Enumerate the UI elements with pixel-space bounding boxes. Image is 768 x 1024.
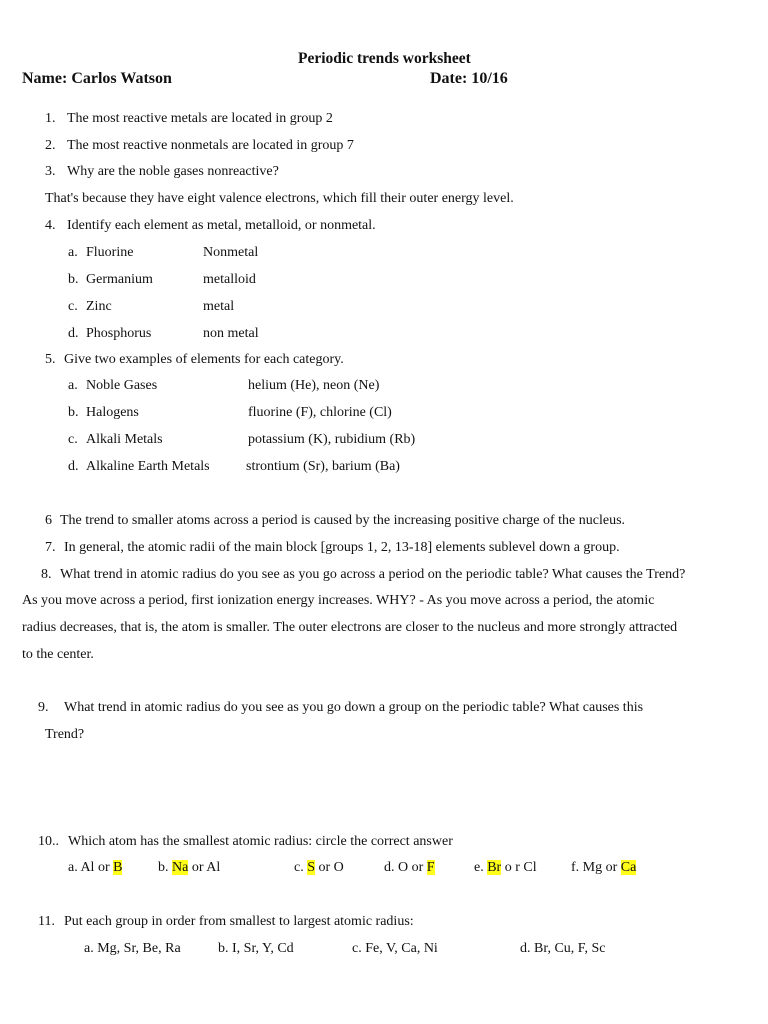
question-text: The trend to smaller atoms across a period is caused by the increasing positive charge of the nucleus. bbox=[60, 513, 626, 528]
question-text: Give two examples of elements for each category. bbox=[64, 352, 344, 367]
student-name: Name: Carlos Watson bbox=[22, 70, 172, 87]
choice-text: f. Mg or bbox=[571, 860, 621, 875]
question-text: The most reactive metals are located in group 2 bbox=[67, 111, 333, 126]
question-number: 5. bbox=[45, 352, 56, 367]
choice-text: or O bbox=[315, 860, 344, 875]
date-label: Date: 10/16 bbox=[430, 70, 508, 87]
highlighted-answer: S bbox=[307, 860, 316, 875]
highlighted-answer: B bbox=[113, 860, 123, 875]
item-letter: c. bbox=[68, 432, 78, 447]
category-name: Alkaline Earth Metals bbox=[86, 459, 210, 474]
choice-b bbox=[158, 860, 220, 876]
answer-text: radius decreases, that is, the atom is smaller. The outer electrons are closer to the nucleus and more strongly attracted bbox=[22, 620, 678, 635]
answer-text: As you move across a period, first ionization energy increases. WHY? - As you move across a period, the atomic bbox=[22, 593, 655, 608]
choice-text: d. O or bbox=[384, 860, 427, 875]
category-name: Halogens bbox=[86, 405, 139, 420]
answer-text: potassium (K), rubidium (Rb) bbox=[248, 432, 416, 447]
question-number: 4. bbox=[45, 218, 56, 233]
choice-a bbox=[68, 860, 122, 876]
choice-text: or Al bbox=[188, 860, 221, 875]
choice-text: o r Cl bbox=[501, 860, 537, 875]
question-text: Put each group in order from smallest to largest atomic radius: bbox=[64, 914, 414, 929]
item-letter: b. bbox=[68, 272, 79, 287]
answer-text: non metal bbox=[203, 326, 259, 341]
question-number: 10.. bbox=[38, 834, 59, 849]
question-number: 7. bbox=[45, 540, 56, 555]
question-number: 6 bbox=[45, 513, 52, 528]
question-text: The most reactive nonmetals are located in group 7 bbox=[67, 138, 354, 153]
answer-text: metal bbox=[203, 299, 235, 314]
category-name: Noble Gases bbox=[86, 378, 158, 393]
question-text: What trend in atomic radius do you see as you go across a period on the periodic table? What causes the Trend? bbox=[60, 567, 686, 582]
question-number: 11. bbox=[38, 914, 55, 929]
choice-text: b. bbox=[158, 860, 172, 875]
question-text: Why are the noble gases nonreactive? bbox=[67, 164, 279, 179]
question-text: Identify each element as metal, metalloid, or nonmetal. bbox=[67, 218, 376, 233]
answer-text: helium (He), neon (Ne) bbox=[248, 378, 380, 393]
choice-b: b. I, Sr, Y, Cd bbox=[218, 941, 294, 956]
question-text: In general, the atomic radii of the main block [groups 1, 2, 13-18] elements sublevel down a group. bbox=[64, 540, 620, 555]
item-letter: d. bbox=[68, 326, 79, 341]
element-name: Fluorine bbox=[86, 245, 134, 260]
answer-text: to the center. bbox=[22, 647, 94, 662]
question-number: 1. bbox=[45, 111, 56, 126]
choice-text: c. bbox=[294, 860, 308, 875]
question-number: 8. bbox=[41, 567, 52, 582]
item-letter: b. bbox=[68, 405, 79, 420]
element-name: Germanium bbox=[86, 272, 153, 287]
choice-f bbox=[571, 860, 636, 876]
choice-text: a. Al or bbox=[68, 860, 114, 875]
choice-text: e. bbox=[474, 860, 488, 875]
question-text: What trend in atomic radius do you see as you go down a group on the periodic table? What causes this bbox=[64, 700, 644, 715]
highlighted-answer: Ca bbox=[620, 860, 637, 875]
question-number: 2. bbox=[45, 138, 56, 153]
category-name: Alkali Metals bbox=[86, 432, 163, 447]
choice-c: c. Fe, V, Ca, Ni bbox=[352, 941, 438, 956]
highlighted-answer: Br bbox=[487, 860, 502, 875]
choice-d: d. Br, Cu, F, Sc bbox=[520, 941, 606, 956]
highlighted-answer: Na bbox=[172, 860, 189, 875]
answer-text: metalloid bbox=[203, 272, 256, 287]
question-text: Trend? bbox=[45, 727, 85, 742]
question-number: 9. bbox=[38, 700, 49, 715]
question-text: Which atom has the smallest atomic radius: circle the correct answer bbox=[68, 834, 453, 849]
choice-e bbox=[474, 860, 537, 876]
page-title: Periodic trends worksheet bbox=[298, 50, 471, 67]
item-letter: c. bbox=[68, 299, 78, 314]
answer-text: That's because they have eight valence electrons, which fill their outer energy level. bbox=[45, 191, 514, 206]
answer-text: Nonmetal bbox=[203, 245, 259, 260]
answer-text: fluorine (F), chlorine (Cl) bbox=[248, 405, 392, 420]
item-letter: d. bbox=[68, 459, 79, 474]
item-letter: a. bbox=[68, 378, 78, 393]
answer-text: strontium (Sr), barium (Ba) bbox=[246, 459, 400, 474]
highlighted-answer: F bbox=[426, 860, 435, 875]
question-number: 3. bbox=[45, 164, 56, 179]
choice-d bbox=[384, 860, 435, 876]
choice-a: a. Mg, Sr, Be, Ra bbox=[84, 941, 181, 956]
choice-c bbox=[294, 860, 344, 876]
element-name: Phosphorus bbox=[86, 326, 152, 341]
element-name: Zinc bbox=[86, 299, 112, 314]
item-letter: a. bbox=[68, 245, 78, 260]
